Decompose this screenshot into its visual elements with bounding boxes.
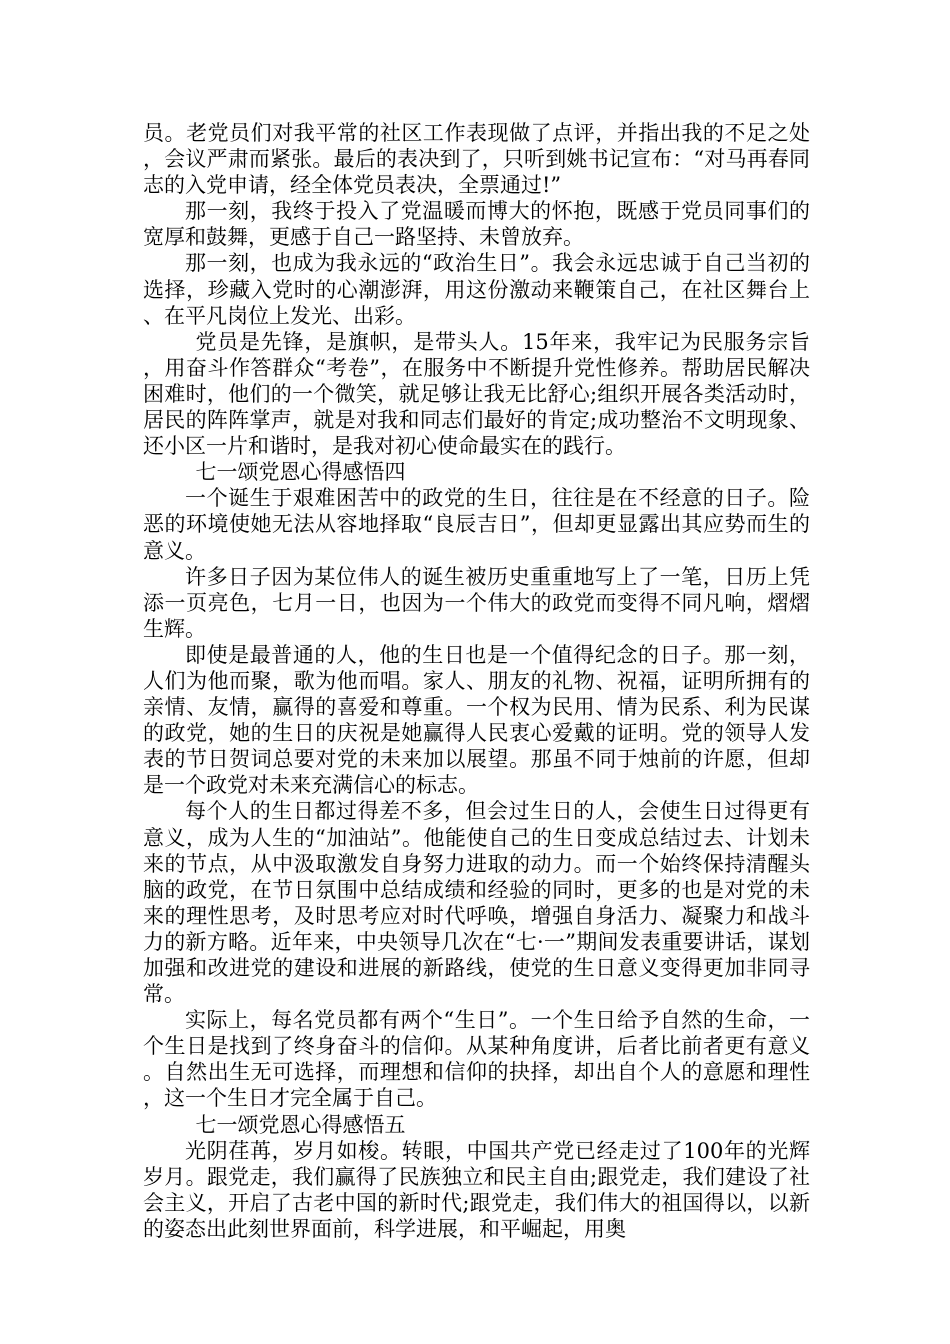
paragraph: 即使是最普通的人，他的生日也是一个值得纪念的日子。那一刻，人们为他而聚，歌为他而唱。家人、朋友的礼物、祝福，证明所拥有的亲情、友情，赢得的喜爱和尊重。一个权为民用、情为民系、利为民谋的政党，她的生日的庆祝是她赢得人民衷心爱戴的证明。党的领导人发表的节日贺词总要对党的未来加以展望。那虽不同于烛前的许愿，但却是一个政党对未来充满信心的标志。 [143,642,810,798]
section-heading: 七一颂党恩心得感悟五 [195,1112,406,1137]
paragraph: 实际上，每名党员都有两个“生日”。一个生日给予自然的生命，一个生日是找到了终身奋斗的信仰。从某种角度讲，后者比前者更有意义。自然出生无可选择，而理想和信仰的抉择，却出自个人的意愿和理性，这一个生日才完全属于自己。 [143,1008,810,1111]
paragraph: 那一刻，也成为我永远的“政治生日”。我会永远忠诚于自己当初的选择，珍藏入党时的心潮澎湃，用这份激动来鞭策自己，在社区舞台上、在平凡岗位上发光、出彩。 [143,251,810,328]
paragraph: 光阴荏苒，岁月如梭。转眼，中国共产党已经走过了100年的光辉岁月。跟党走，我们赢得了民族独立和民主自由;跟党走，我们建设了社会主义，开启了古老中国的新时代;跟党走，我们伟大的祖国得以，以新的姿态出此刻世界面前，科学进展，和平崛起，用奥 [143,1138,810,1241]
paragraph: 一个诞生于艰难困苦中的政党的生日，往往是在不经意的日子。险恶的环境使她无法从容地择取“良辰吉日”，但却更显露出其应势而生的意义。 [143,486,810,563]
paragraph: 党员是先锋，是旗帜，是带头人。15年来，我牢记为民服务宗旨，用奋斗作答群众“考卷”，在服务中不断提升党性修养。帮助居民解决困难时，他们的一个微笑，就足够让我无比舒心;组织开展各类活动时，居民的阵阵掌声，就是对我和同志们最好的肯定;成功整治不文明现象、还小区一片和谐时，是我对初心使命最实在的践行。 [143,329,810,459]
document-page [143,120,810,1242]
paragraph-continuation: 员。老党员们对我平常的社区工作表现做了点评，并指出我的不足之处，会议严肃而紧张。最后的表决到了，只听到姚书记宣布：“对马再春同志的入党申请，经全体党员表决，全票通过!” [143,121,810,198]
paragraph: 那一刻，我终于投入了党温暖而博大的怀抱，既感于党员同事们的宽厚和鼓舞，更感于自己一路坚持、未曾放弃。 [143,199,810,250]
paragraph: 许多日子因为某位伟人的诞生被历史重重地写上了一笔，日历上凭添一页亮色，七月一日，也因为一个伟大的政党而变得不同凡响，熠熠生辉。 [143,564,810,641]
section-heading: 七一颂党恩心得感悟四 [195,460,406,485]
paragraph: 每个人的生日都过得差不多，但会过生日的人，会使生日过得更有意义，成为人生的“加油站”。他能使自己的生日变成总结过去、计划未来的节点，从中汲取激发自身努力进取的动力。而一个始终保持清醒头脑的政党，在节日氛围中总结成绩和经验的同时，更多的也是对党的未来的理性思考，及时思考应对时代呼唤，增强自身活力、凝聚力和战斗力的新方略。近年来，中央领导几次在“七·一”期间发表重要讲话，谋划加强和改进党的建设和进展的新路线，使党的生日意义变得更加非同寻常。 [143,799,810,1007]
